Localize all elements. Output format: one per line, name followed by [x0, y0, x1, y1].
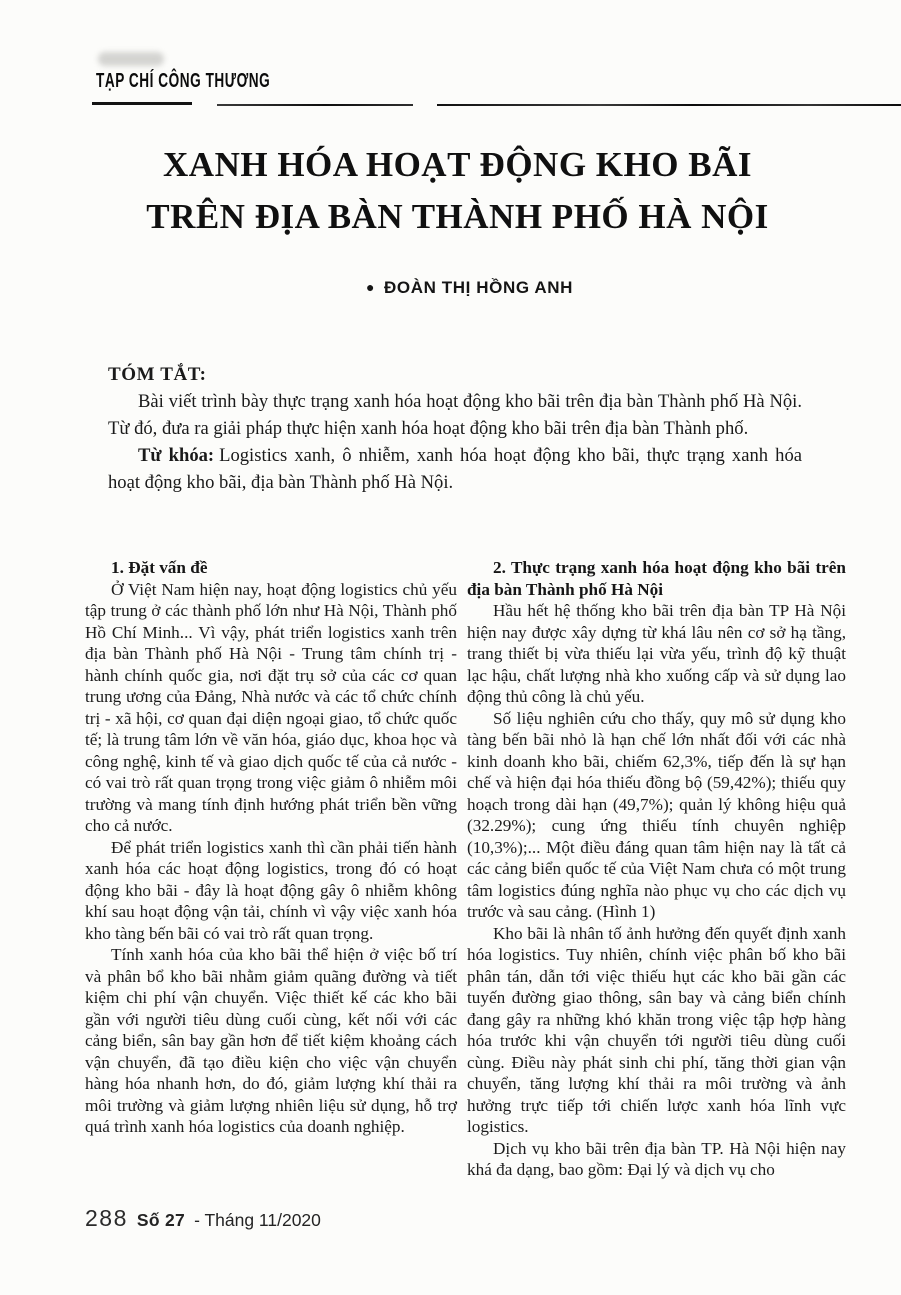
body-paragraph: Kho bãi là nhân tố ảnh hưởng đến quyết định xanh hóa logistics. Tuy nhiên, chính việc phân bố kho bãi phân tán, dẫn tới việc thiếu hụt các kho bãi gần các tuyến đường giao thông, sân bay và cảng biển chính đang gây ra những khó khăn trong việc tập hợp hàng hóa trước khi vận chuyển tới người tiêu dùng cuối cùng. Điều này phát sinh chi phí, tăng thời gian vận chuyển, tăng lượng khí thải ra môi trường và ảnh hưởng trực tiếp tới chiến lược xanh hóa lĩnh vực logistics. — [467, 923, 846, 1136]
author-bullet-icon: ● — [365, 279, 376, 295]
abstract-keywords — [108, 443, 802, 497]
abstract-heading: TÓM TẮT: — [108, 364, 207, 385]
body-paragraph: Tính xanh hóa của kho bãi thể hiện ở việc bố trí và phân bổ kho bãi nhằm giảm quãng đường và tiết kiệm chi phí vận chuyển. Việc thiết kế các kho bãi gần với người tiêu dùng cuối cùng, kết nối với các cảng biển, sân bay gần hơn để tiết kiệm khoảng cách vận chuyển, đã tạo điều kiện cho việc vận chuyển hàng hóa nhanh hơn, do đó, giảm lượng khí thải ra môi trường và giảm lượng nhiên liệu sử dụng, hỗ trợ quá trình xanh hóa logistics của doanh nghiệp. — [85, 945, 457, 1136]
scan-smudge-artifact — [98, 52, 164, 66]
abstract-section — [108, 362, 802, 497]
article-title — [70, 139, 845, 243]
masthead-rule-segment — [92, 102, 192, 105]
abstract-text: Bài viết trình bày thực trạng xanh hóa hoạt động kho bãi trên địa bàn Thành phố Hà Nội. Từ đó, đưa ra giải pháp thực hiện xanh hóa hoạt động kho bãi trên địa bàn Thành phố. — [108, 390, 802, 439]
body-paragraph: Ở Việt Nam hiện nay, hoạt động logistics chủ yếu tập trung ở các thành phố lớn như Hà Nội, Thành phố Hồ Chí Minh... Vì vậy, phát triển logistics xanh trên địa bàn Thành phố Hà Nội - Trung tâm chính trị - hành chính quốc gia, nơi đặt trụ sở của các cơ quan trung ương của Đảng, Nhà nước và các tổ chức chính trị - xã hội, cơ quan đại diện ngoại giao, tổ chức quốc tế; là trung tâm lớn về văn hóa, giáo dục, khoa học và công nghệ, kinh tế và giao dịch quốc tế của cả nước - có vai trò rất quan trọng trong việc giảm ô nhiễm môi trường và mang tính định hướng phát triển bền vững cho cả nước. — [85, 579, 457, 835]
body-paragraph: Hầu hết hệ thống kho bãi trên địa bàn TP Hà Nội hiện nay được xây dựng từ khá lâu nên cơ sở hạ tầng, trang thiết bị vừa thiếu lại vừa yếu, trình độ kỹ thuật lạc hậu, chất lượng nhà kho xuống cấp và sử dụng lao động thủ công là chủ yếu. — [467, 601, 846, 706]
right-column — [467, 557, 846, 1181]
keywords-text: Logistics xanh, ô nhiễm, xanh hóa hoạt động kho bãi, thực trạng xanh hóa hoạt động kho bãi, địa bàn Thành phố Hà Nội. — [108, 444, 802, 493]
issue-date: - Tháng 11/2020 — [194, 1210, 321, 1230]
keywords-label: Từ khóa: — [138, 444, 215, 466]
header-rule-segment — [437, 104, 901, 106]
left-column — [85, 557, 457, 1138]
article-title-line-1: XANH HÓA HOẠT ĐỘNG KHO BÃI — [163, 145, 752, 184]
section-1-heading: 1. Đặt vấn đề — [111, 558, 208, 577]
issue-label: Số 27 — [136, 1210, 186, 1230]
section-2-heading: 2. Thực trạng xanh hóa hoạt động kho bãi trên địa bàn Thành phố Hà Nội — [467, 558, 846, 599]
page-footer — [85, 1205, 321, 1232]
author-name: ĐOÀN THỊ HỒNG ANH — [384, 278, 574, 297]
journal-masthead: TẠP CHÍ CÔNG THƯƠNG — [96, 70, 271, 92]
article-title-line-2: TRÊN ĐỊA BÀN THÀNH PHỐ HÀ NỘI — [146, 197, 769, 236]
body-paragraph: Dịch vụ kho bãi trên địa bàn TP. Hà Nội hiện nay khá đa dạng, bao gồm: Đại lý và dịch vụ cho — [467, 1138, 846, 1179]
page-number: 288 — [85, 1205, 128, 1231]
header-rule-segment — [217, 104, 413, 106]
body-paragraph: Để phát triển logistics xanh thì cần phải tiến hành xanh hóa các hoạt động logistics, trong đó có hoạt động kho bãi - đây là hoạt động gây ô nhiễm không khí sau hoạt động vận tải, chính vì vậy việc xanh hóa kho tàng bến bãi có vai trò rất quan trọng. — [85, 837, 457, 943]
author-line — [82, 278, 857, 298]
body-paragraph: Số liệu nghiên cứu cho thấy, quy mô sử dụng kho tàng bến bãi nhỏ là hạn chế lớn nhất đối với các nhà kinh doanh kho bãi, chiếm 62,3%, tiếp đến là sự hạn chế và hiện đại hóa thiếu đồng bộ (59,42%); thiếu quy hoạch trong dài hạn (49,7%); quản lý không hiệu quả (32.29%); cung ứng thiếu tính chuyên nghiệp (10,3%);... Một điều đáng quan tâm hiện nay là tất cả các cảng biển quốc tế của Việt Nam chưa có một trung tâm logistics đúng nghĩa nào phục vụ cho các dịch vụ trước và sau cảng. (Hình 1) — [467, 708, 846, 921]
